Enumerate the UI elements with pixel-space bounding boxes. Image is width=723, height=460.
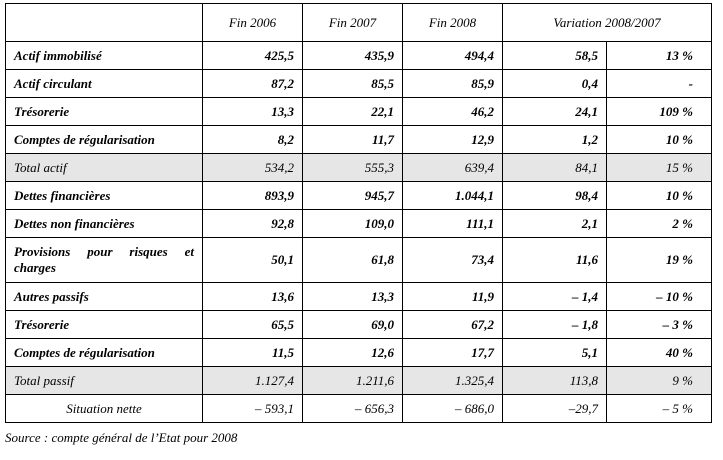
row-label: Actif immobilisé bbox=[6, 42, 203, 70]
cell-variation-pct: 10 % bbox=[607, 126, 712, 154]
cell-variation: 0,4 bbox=[503, 70, 607, 98]
cell-2006: 1.127,4 bbox=[203, 367, 303, 395]
cell-2006: 425,5 bbox=[203, 42, 303, 70]
header-row bbox=[6, 4, 712, 42]
header-fin-2006: Fin 2006 bbox=[203, 4, 303, 42]
cell-2007: 22,1 bbox=[303, 98, 403, 126]
cell-2008: 11,9 bbox=[403, 283, 503, 311]
row-label: Situation nette bbox=[6, 395, 203, 423]
cell-2007: 945,7 bbox=[303, 182, 403, 210]
header-fin-2007: Fin 2007 bbox=[303, 4, 403, 42]
cell-2006: 65,5 bbox=[203, 311, 303, 339]
cell-variation: 98,4 bbox=[503, 182, 607, 210]
row-label: Total passif bbox=[6, 367, 203, 395]
situation-nette-row bbox=[6, 395, 712, 423]
cell-2008: 17,7 bbox=[403, 339, 503, 367]
table-row bbox=[6, 70, 712, 98]
cell-variation: 58,5 bbox=[503, 42, 607, 70]
table-row bbox=[6, 182, 712, 210]
cell-variation: 1,2 bbox=[503, 126, 607, 154]
cell-2008: 639,4 bbox=[403, 154, 503, 182]
cell-2006: 87,2 bbox=[203, 70, 303, 98]
table-row bbox=[6, 42, 712, 70]
cell-2007: 85,5 bbox=[303, 70, 403, 98]
cell-2008: 46,2 bbox=[403, 98, 503, 126]
table-row bbox=[6, 98, 712, 126]
row-label: Autres passifs bbox=[6, 283, 203, 311]
row-label: Actif circulant bbox=[6, 70, 203, 98]
cell-variation: –29,7 bbox=[503, 395, 607, 423]
cell-variation-pct: – 3 % bbox=[607, 311, 712, 339]
balance-sheet-table bbox=[5, 3, 712, 423]
row-label: Dettes non financières bbox=[6, 210, 203, 238]
cell-2008: 1.325,4 bbox=[403, 367, 503, 395]
cell-2008: 73,4 bbox=[403, 238, 503, 283]
cell-variation: 5,1 bbox=[503, 339, 607, 367]
cell-2008: 494,4 bbox=[403, 42, 503, 70]
cell-2007: 435,9 bbox=[303, 42, 403, 70]
cell-variation-pct: 10 % bbox=[607, 182, 712, 210]
cell-2006: – 593,1 bbox=[203, 395, 303, 423]
row-label: Dettes financières bbox=[6, 182, 203, 210]
header-label-col bbox=[6, 4, 203, 42]
cell-variation: – 1,8 bbox=[503, 311, 607, 339]
cell-2006: 534,2 bbox=[203, 154, 303, 182]
cell-2007: 61,8 bbox=[303, 238, 403, 283]
cell-2006: 92,8 bbox=[203, 210, 303, 238]
header-fin-2008: Fin 2008 bbox=[403, 4, 503, 42]
cell-2008: – 686,0 bbox=[403, 395, 503, 423]
table-row bbox=[6, 283, 712, 311]
cell-variation-pct: 15 % bbox=[607, 154, 712, 182]
row-label: Trésorerie bbox=[6, 311, 203, 339]
total-passif-row bbox=[6, 367, 712, 395]
cell-variation-pct: 40 % bbox=[607, 339, 712, 367]
cell-variation-pct: - bbox=[607, 70, 712, 98]
row-label: Total actif bbox=[6, 154, 203, 182]
table-row bbox=[6, 238, 712, 283]
cell-variation-pct: 13 % bbox=[607, 42, 712, 70]
header-variation: Variation 2008/2007 bbox=[503, 4, 712, 42]
cell-2006: 893,9 bbox=[203, 182, 303, 210]
cell-variation-pct: – 5 % bbox=[607, 395, 712, 423]
cell-variation: 2,1 bbox=[503, 210, 607, 238]
row-label: Comptes de régularisation bbox=[6, 126, 203, 154]
cell-2007: 109,0 bbox=[303, 210, 403, 238]
source-note: Source : compte général de l’Etat pour 2008 bbox=[5, 430, 238, 445]
cell-variation-pct: 2 % bbox=[607, 210, 712, 238]
cell-2007: 13,3 bbox=[303, 283, 403, 311]
cell-2008: 67,2 bbox=[403, 311, 503, 339]
cell-variation-pct: – 10 % bbox=[607, 283, 712, 311]
table-row bbox=[6, 126, 712, 154]
cell-variation: 24,1 bbox=[503, 98, 607, 126]
cell-2008: 85,9 bbox=[403, 70, 503, 98]
cell-variation-pct: 109 % bbox=[607, 98, 712, 126]
cell-2006: 13,6 bbox=[203, 283, 303, 311]
cell-variation-pct: 19 % bbox=[607, 238, 712, 283]
cell-variation: – 1,4 bbox=[503, 283, 607, 311]
cell-2006: 50,1 bbox=[203, 238, 303, 283]
cell-2007: 555,3 bbox=[303, 154, 403, 182]
row-label: Trésorerie bbox=[6, 98, 203, 126]
row-label: Comptes de régularisation bbox=[6, 339, 203, 367]
cell-2007: 1.211,6 bbox=[303, 367, 403, 395]
cell-2007: – 656,3 bbox=[303, 395, 403, 423]
cell-2007: 69,0 bbox=[303, 311, 403, 339]
cell-variation-pct: 9 % bbox=[607, 367, 712, 395]
table-row bbox=[6, 311, 712, 339]
table-row bbox=[6, 339, 712, 367]
cell-2007: 12,6 bbox=[303, 339, 403, 367]
cell-2007: 11,7 bbox=[303, 126, 403, 154]
cell-2008: 12,9 bbox=[403, 126, 503, 154]
cell-2006: 8,2 bbox=[203, 126, 303, 154]
cell-variation: 11,6 bbox=[503, 238, 607, 283]
cell-2008: 111,1 bbox=[403, 210, 503, 238]
row-label: Provisions pour risques et charges bbox=[6, 238, 203, 283]
table-row bbox=[6, 210, 712, 238]
cell-2006: 11,5 bbox=[203, 339, 303, 367]
cell-variation: 84,1 bbox=[503, 154, 607, 182]
total-actif-row bbox=[6, 154, 712, 182]
cell-2006: 13,3 bbox=[203, 98, 303, 126]
cell-2008: 1.044,1 bbox=[403, 182, 503, 210]
cell-variation: 113,8 bbox=[503, 367, 607, 395]
